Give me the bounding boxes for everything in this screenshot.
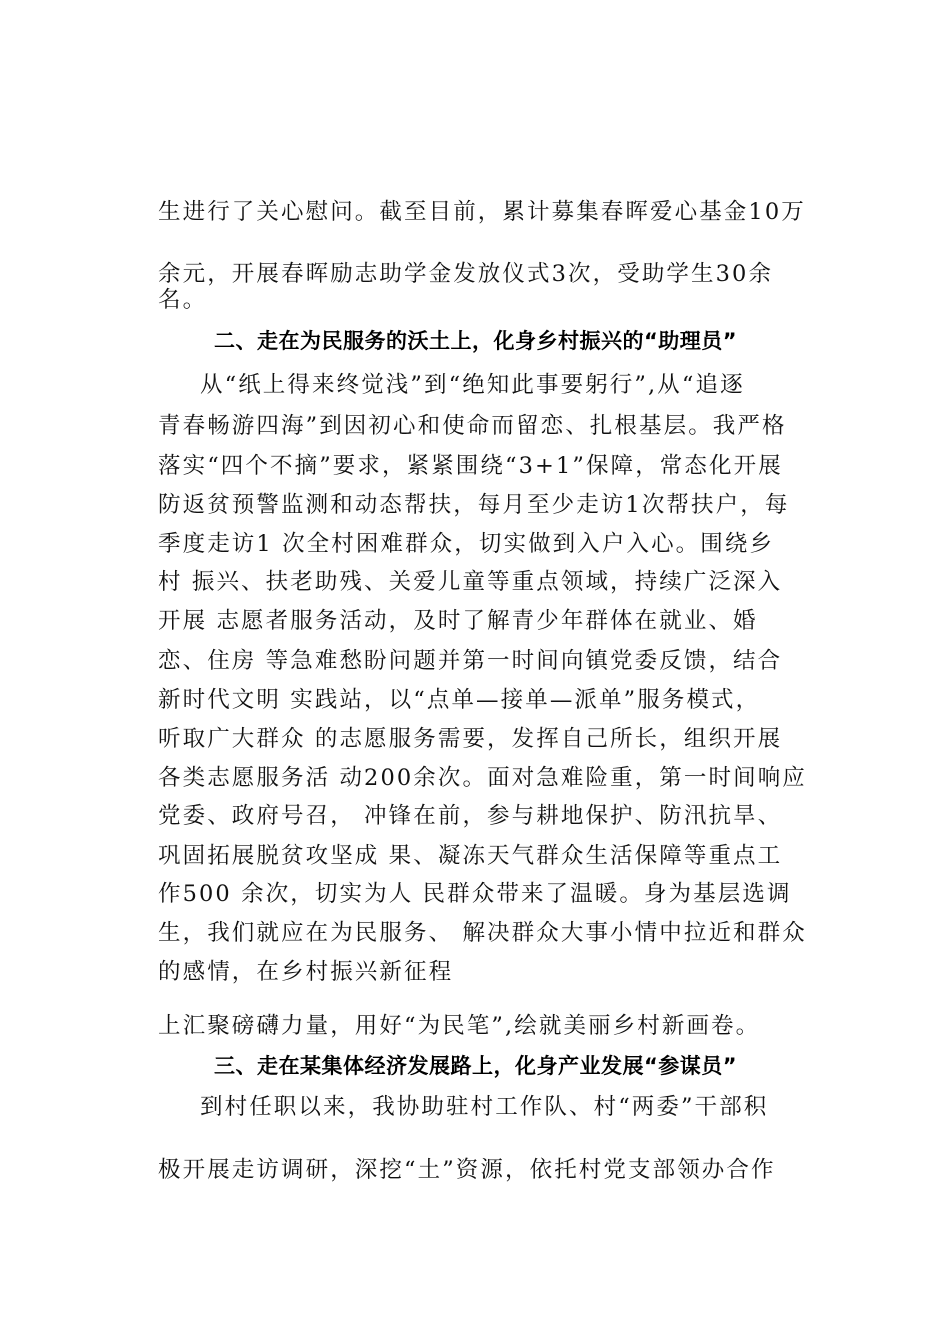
paragraph-line: 生，我们就应在为民服务、 解决群众大事小情中拉近和群众 bbox=[158, 920, 807, 946]
paragraph-line: 村 振兴、扶老助残、关爱儿童等重点领域，持续广泛深入 bbox=[158, 569, 783, 595]
paragraph-line: 开展 志愿者服务活动，及时了解青少年群体在就业、婚 bbox=[158, 608, 758, 634]
paragraph-line: 党委、政府号召， 冲锋在前，参与耕地保护、防汛抗旱、 bbox=[158, 803, 783, 829]
paragraph-line: 防返贫预警监测和动态帮扶，每月至少走访1次帮扶户，每 bbox=[158, 492, 790, 518]
paragraph-line: 上汇聚磅礴力量，用好“为民笔”,绘就美丽乡村新画卷。 bbox=[158, 1013, 761, 1039]
paragraph-line: 青春畅游四海”到因初心和使命而留恋、扎根基层。我严格 bbox=[158, 413, 787, 439]
paragraph-line: 余元，开展春晖励志助学金发放仪式3次，受助学生30余 bbox=[158, 261, 774, 287]
paragraph-line: 从“纸上得来终觉浅”到“绝知此事要躬行”,从“追逐 bbox=[200, 372, 745, 398]
paragraph-line: 巩固拓展脱贫攻坚成 果、凝冻天气群众生活保障等重点工 bbox=[158, 843, 783, 869]
paragraph-line: 名。 bbox=[158, 287, 208, 313]
paragraph-line: 的感情，在乡村振兴新征程 bbox=[158, 959, 454, 985]
paragraph-line: 到村任职以来，我协助驻村工作队、村“两委”干部积 bbox=[200, 1094, 769, 1120]
paragraph-line: 各类志愿服务活 动200余次。面对急难险重，第一时间响应 bbox=[158, 765, 807, 791]
paragraph-line: 生进行了关心慰问。截至目前，累计募集春晖爱心基金10万 bbox=[158, 199, 806, 225]
paragraph-line: 恋、住房 等急难愁盼问题并第一时间向镇党委反馈，结合 bbox=[158, 648, 783, 674]
paragraph-line: 极开展走访调研，深挖“土”资源，依托村党支部领办合作 bbox=[158, 1157, 776, 1183]
paragraph-line: 季度走访1 次全村困难群众，切实做到入户入心。围绕乡 bbox=[158, 531, 775, 557]
paragraph-line: 作500 余次，切实为人 民群众带来了温暖。身为基层选调 bbox=[158, 881, 792, 907]
paragraph-line: 听取广大群众 的志愿服务需要，发挥自己所长，组织开展 bbox=[158, 726, 783, 752]
section-heading: 三、走在某集体经济发展路上，化身产业发展“参谋员” bbox=[214, 1054, 738, 1078]
paragraph-line: 新时代文明 实践站，以“点单—接单—派单”服务模式， bbox=[158, 687, 761, 713]
section-heading: 二、走在为民服务的沃土上，化身乡村振兴的“助理员” bbox=[214, 329, 738, 353]
paragraph-line: 落实“四个不摘”要求，紧紧围绕“3+1”保障，常态化开展 bbox=[158, 453, 783, 479]
